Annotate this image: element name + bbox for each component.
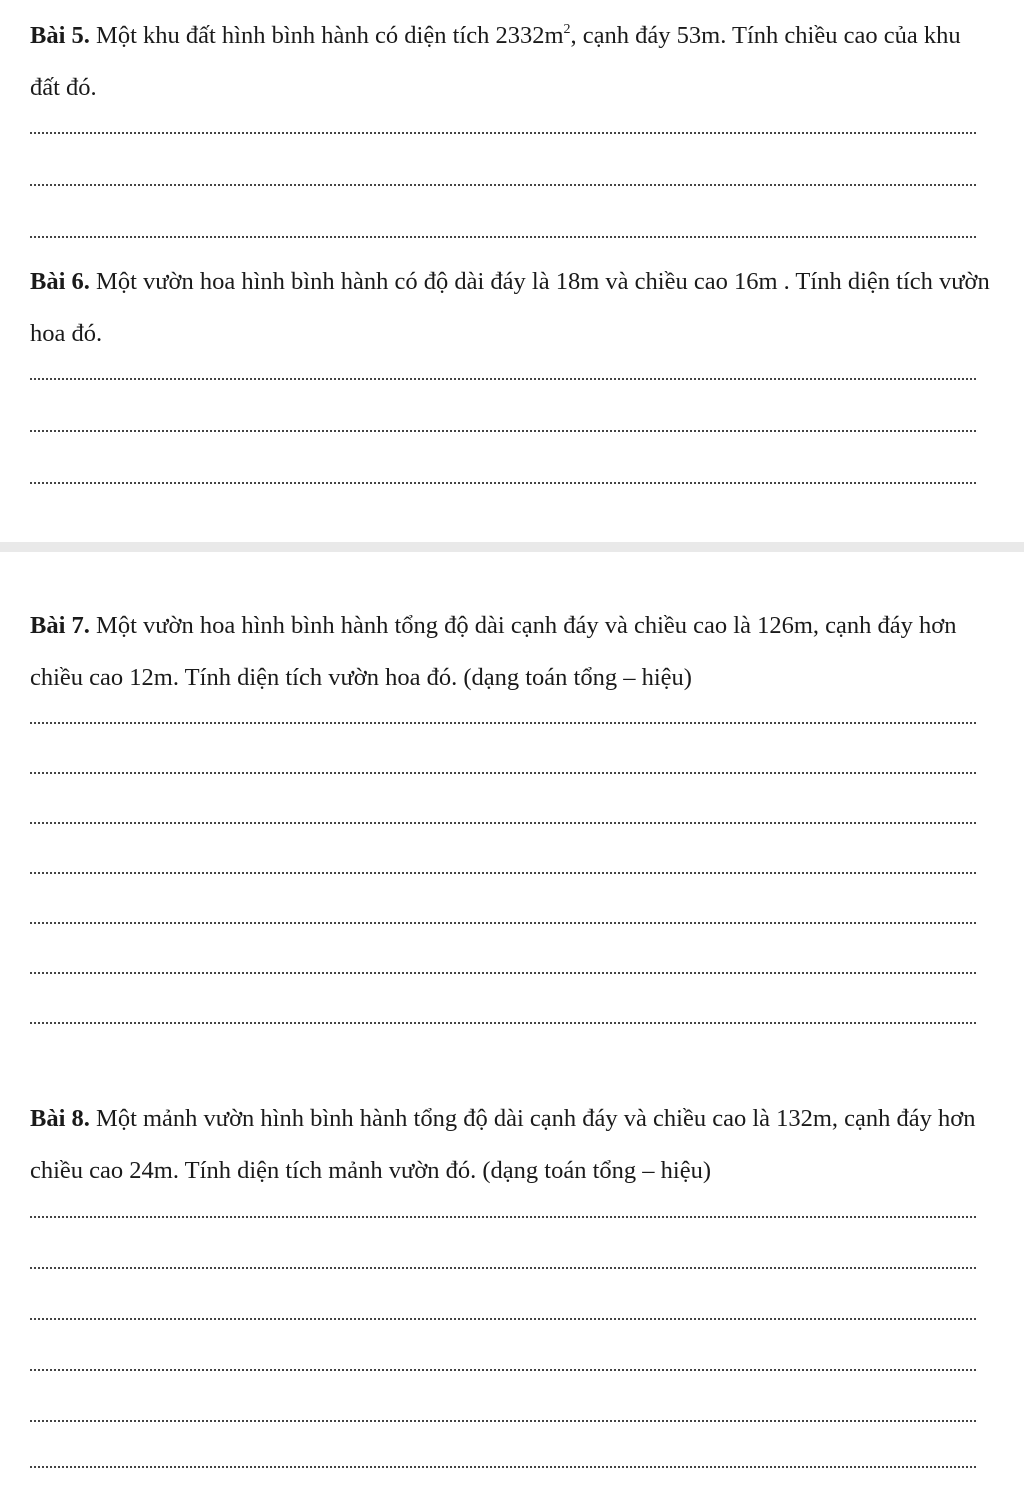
problem-5-answer-line[interactable] — [30, 236, 976, 238]
problem-7-answer-line[interactable] — [30, 972, 976, 974]
problem-7-answer-line[interactable] — [30, 722, 976, 724]
problem-6-answer-line[interactable] — [30, 482, 976, 484]
problem-6-statement: Một vườn hoa hình bình hành có độ dài đáy là 18m và chiều cao 16m . Tính diện tích vườn hoa đó. — [30, 268, 990, 347]
problem-5-statement-part2: , cạnh đáy 53m. Tính chiều cao của khu đất đó. — [30, 22, 961, 101]
problem-5-statement-part1: Một khu đất hình bình hành có diện tích 2332m — [89, 22, 564, 49]
problem-6-label: Bài 6. — [30, 268, 90, 295]
problem-8-answer-line[interactable] — [30, 1466, 976, 1468]
problem-8-answer-line[interactable] — [30, 1216, 976, 1218]
problem-6-answer-line[interactable] — [30, 378, 976, 380]
page-break-gap — [0, 542, 1024, 552]
problem-5-answer-line[interactable] — [30, 132, 976, 134]
problem-7-statement: Một vườn hoa hình bình hành tổng độ dài cạnh đáy và chiều cao là 126m, cạnh đáy hơn chiều cao 12m. Tính diện tích vườn hoa đó. (dạng toán tổng – hiệu) — [30, 612, 957, 691]
problem-7-label: Bài 7. — [30, 612, 90, 639]
problem-8-answer-line[interactable] — [30, 1369, 976, 1371]
problem-5-label: Bài 5. — [30, 22, 90, 49]
problem-6-text — [30, 256, 990, 360]
problem-8-statement: Một mảnh vườn hình bình hành tổng độ dài cạnh đáy và chiều cao là 132m, cạnh đáy hơn chiều cao 24m. Tính diện tích mảnh vườn đó. (dạng toán tổng – hiệu) — [30, 1105, 976, 1184]
problem-8-answer-line[interactable] — [30, 1420, 976, 1422]
problem-8-answer-line[interactable] — [30, 1318, 976, 1320]
problem-7-text — [30, 600, 990, 704]
problem-8-text — [30, 1093, 990, 1197]
problem-5-exponent: 2 — [563, 22, 571, 37]
problem-7-answer-line[interactable] — [30, 822, 976, 824]
problem-7-answer-line[interactable] — [30, 772, 976, 774]
problem-8-answer-line[interactable] — [30, 1267, 976, 1269]
problem-8-label: Bài 8. — [30, 1105, 90, 1132]
problem-7-answer-line[interactable] — [30, 1022, 976, 1024]
problem-7-answer-line[interactable] — [30, 922, 976, 924]
problem-5-text — [30, 10, 990, 114]
problem-7-answer-line[interactable] — [30, 872, 976, 874]
problem-5-answer-line[interactable] — [30, 184, 976, 186]
problem-6-answer-line[interactable] — [30, 430, 976, 432]
